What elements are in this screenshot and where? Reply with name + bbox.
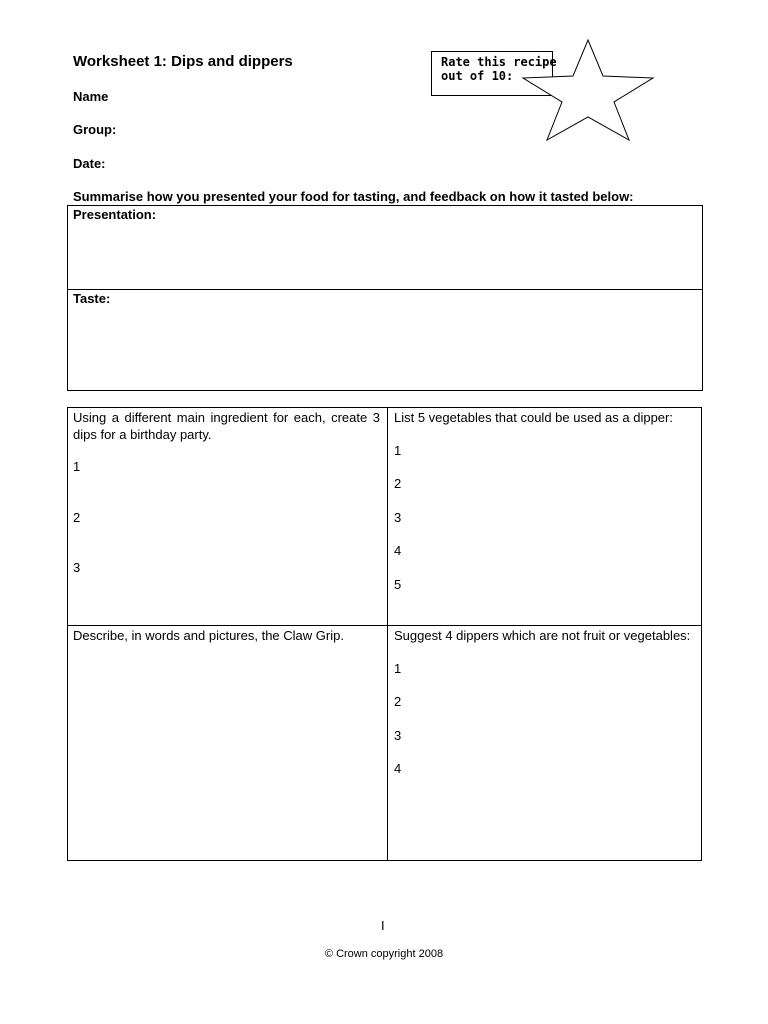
worksheet-title: Worksheet 1: Dips and dippers (73, 53, 293, 70)
claw-grip-prompt: Describe, in words and pictures, the Claw Grip. (73, 628, 344, 643)
vegetables-number-4: 4 (394, 543, 402, 558)
dippers-number-3: 3 (394, 728, 402, 743)
dippers-prompt: Suggest 4 dippers which are not fruit or vegetables: (394, 628, 691, 643)
rating-label (441, 55, 561, 83)
dippers-number-4: 4 (394, 761, 402, 776)
group-label: Group: (73, 122, 117, 137)
summary-instruction: Summarise how you presented your food for tasting, and feedback on how it tasted below: (73, 189, 634, 204)
vegetables-prompt: List 5 vegetables that could be used as a dipper: (394, 410, 673, 425)
grid-vertical-divider (387, 407, 388, 861)
dips-number-1: 1 (73, 459, 81, 474)
grid-horizontal-divider (67, 625, 702, 626)
date-label: Date: (73, 156, 106, 171)
star-icon (520, 38, 656, 142)
dippers-number-1: 1 (394, 661, 402, 676)
dips-prompt: Using a different main ingredient for each, create 3 dips for a birthday party. (73, 410, 380, 442)
vegetables-number-1: 1 (394, 443, 402, 458)
taste-label: Taste: (73, 291, 111, 306)
page-number: I (381, 918, 385, 933)
rating-line-1: Rate this recipe (441, 55, 557, 69)
dips-number-2: 2 (73, 510, 81, 525)
vegetables-number-2: 2 (394, 476, 402, 491)
presentation-label: Presentation: (73, 207, 157, 222)
feedback-box (67, 205, 703, 391)
vegetables-number-3: 3 (394, 510, 402, 525)
vegetables-number-5: 5 (394, 577, 402, 592)
name-label: Name (73, 89, 109, 104)
rating-line-2: out of 10: (441, 69, 514, 83)
copyright-notice: © Crown copyright 2008 (324, 948, 444, 960)
feedback-divider (67, 289, 703, 290)
dips-number-3: 3 (73, 560, 81, 575)
dippers-number-2: 2 (394, 694, 402, 709)
